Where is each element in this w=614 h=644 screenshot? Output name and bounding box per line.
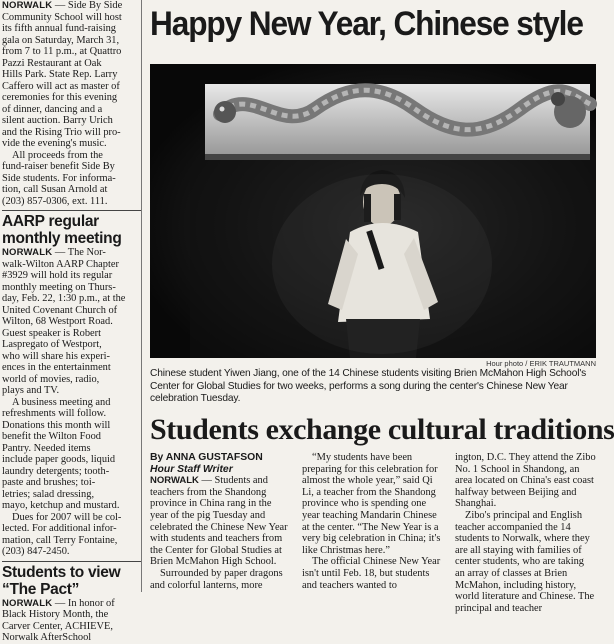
brief-text-line: Pantry. Needed items xyxy=(2,442,91,454)
brief-text-line: Side students. For informa- xyxy=(2,172,116,184)
brief-text-line: United Covenant Church of xyxy=(2,304,118,316)
dateline: NORWALK xyxy=(150,475,199,487)
brief-text-line: from 7 to 11 p.m., at Quattro xyxy=(2,46,122,57)
brief-text-line: Pazzi Restaurant at Oak xyxy=(2,57,102,69)
brief-text-line: laundry detergents; tooth- xyxy=(2,465,110,477)
brief-gala-body-2 xyxy=(2,150,141,208)
brief-text-line: Community School will host xyxy=(2,11,122,23)
brief-text-line: vide the evening's music. xyxy=(2,138,107,149)
brief-text-line: mation, call Terry Fontaine, xyxy=(2,534,118,546)
story-column-3 xyxy=(455,452,596,614)
brief-headline-line-2: “The Pact” xyxy=(2,580,80,598)
story-text: — Students and teachers from the Shandong province in China rang in the year of the pig Tuesday and celebrated the Chinese New Year with students and teachers from the Center for Global Studies at Brien McMahon High School. xyxy=(150,475,288,568)
brief-text-line: monthly meeting on Thurs- xyxy=(2,281,116,293)
brief-pact xyxy=(2,564,141,644)
brief-gala-body xyxy=(2,12,141,150)
brief-text-line: silent auction. Barry Urich xyxy=(2,115,113,126)
brief-text-line: — In honor of xyxy=(54,597,115,609)
brief-text-line: Carver Center, ACHIEVE, xyxy=(2,620,113,632)
brief-headline-line-2: monthly meeting xyxy=(2,230,122,247)
brief-text-line: refreshments will follow. xyxy=(2,408,107,419)
brief-text-line: its fifth annual fund-raising xyxy=(2,23,116,34)
brief-text-line: gala on Saturday, March 31, xyxy=(2,34,120,46)
briefs-column xyxy=(2,0,141,643)
brief-text-line: (203) 847-2450. xyxy=(2,546,70,557)
column-rule xyxy=(141,0,142,592)
brief-text-line: Donations this month will xyxy=(2,419,111,431)
brief-text-line: ences in the entertainment xyxy=(2,362,111,373)
brief-text-line: include paper goods, liquid xyxy=(2,454,116,465)
brief-text-line: and the Rising Trio will pro- xyxy=(2,126,121,138)
brief-aarp-first-line xyxy=(2,247,141,259)
brief-text-line: of dinner, dancing and a xyxy=(2,103,103,115)
brief-text-line: Black History Month, the xyxy=(2,609,109,620)
brief-headline xyxy=(2,213,141,247)
brief-aarp-body-3 xyxy=(2,512,141,558)
brief-text-line: tion, call Susan Arnold at xyxy=(2,184,108,195)
brief-text-line: walk-Wilton AARP Chapter xyxy=(2,258,119,270)
dateline: NORWALK xyxy=(2,597,53,609)
brief-text-line: Laspregato of Westport, xyxy=(2,339,102,350)
brief-divider xyxy=(2,210,141,211)
brief-text-line: Hills Park. State Rep. Larry xyxy=(2,69,118,80)
story-paragraph: The official Chinese New Year isn't until Feb. 18, but students and teachers wanted to xyxy=(302,556,441,591)
brief-text-line: lected. For additional infor- xyxy=(2,523,117,534)
brief-text-line: plays and TV. xyxy=(2,385,60,396)
story-paragraph: Zibo's principal and English teacher accompanied the 14 students to Norwalk, where they are all staying with families of center students, who are taking an array of classes at Brien McMahon, including history, world literature and Chinese. The principal and teacher xyxy=(455,509,595,614)
brief-aarp-body-2 xyxy=(2,397,141,512)
brief-text-line: — Side By Side xyxy=(54,0,123,11)
main-headline: Happy New Year, Chinese style xyxy=(150,5,583,43)
brief-text-line: — The Nor- xyxy=(54,247,106,258)
brief-text-line: (203) 857-0306, ext. 111. xyxy=(2,195,108,207)
brief-text-line: Guest speaker is Robert xyxy=(2,327,101,339)
story-paragraph: “My students have been preparing for this celebration for almost the whole year,” said Qi Li, a teacher from the Shandong province who is spending one year teaching Mandarin Chinese at the center. “The New Year is a very big celebration in China; it's like Christmas here.” xyxy=(302,452,441,556)
brief-gala-first-line xyxy=(2,0,141,12)
story-column-1 xyxy=(150,452,291,592)
brief-text-line: ceremonies for this evening xyxy=(2,92,118,103)
brief-text-line: who will share his experi- xyxy=(2,350,110,362)
photo-caption: Chinese student Yiwen Jiang, one of the 14 Chinese students visiting Brien McMahon High School's Center for Global Studies for two weeks, performs a song during the center's Chinese New Year celebration Tuesday. xyxy=(150,368,587,404)
dateline: NORWALK xyxy=(2,0,53,11)
brief-text-line: Norwalk AfterSchool xyxy=(2,632,92,643)
performance-photo xyxy=(150,64,596,358)
story-headline: Students exchange cultural traditions xyxy=(150,413,614,446)
brief-headline-line-1: AARP regular xyxy=(2,213,99,230)
brief-text-line: paste and brushes; toi- xyxy=(2,477,96,488)
brief-text-line: letries; salad dressing, xyxy=(2,488,95,500)
byline: By ANNA GUSTAFSON xyxy=(150,452,263,463)
brief-aarp xyxy=(2,213,141,558)
brief-pact-body xyxy=(2,609,141,644)
story-column-2 xyxy=(302,452,443,592)
dateline: NORWALK xyxy=(2,247,53,258)
brief-text-line: fund-raiser benefit Side By xyxy=(2,161,115,172)
brief-pact-first-line xyxy=(2,598,141,610)
photo-credit: Hour photo / ERIK TRAUTMANN xyxy=(486,359,596,368)
brief-aarp-body xyxy=(2,259,141,397)
brief-text-line: #3929 will hold its regular xyxy=(2,270,113,281)
photo-illustration xyxy=(150,64,596,358)
byline-title: Hour Staff Writer xyxy=(150,463,233,475)
brief-text-line: Wilton, 68 Westport Road. xyxy=(2,316,113,327)
brief-text-line: All proceeds from the xyxy=(12,149,103,161)
story-paragraph: ington, D.C. They attend the Zibo No. 1 School in Shandong, an area located on China's east coast halfway between Beijing and Shanghai. xyxy=(455,452,596,510)
brief-text-line: mayo, ketchup and mustard. xyxy=(2,500,120,511)
brief-text-line: world of movies, radio, xyxy=(2,373,100,385)
brief-text-line: Dues for 2007 will be col- xyxy=(12,511,122,523)
brief-divider xyxy=(2,561,141,562)
brief-text-line: benefit the Wilton Food xyxy=(2,431,101,442)
brief-text-line: Caffero will act as master of xyxy=(2,80,120,92)
brief-headline xyxy=(2,564,141,598)
story-paragraph: Surrounded by paper dragons and colorful lanterns, more xyxy=(150,567,283,591)
brief-text-line: A business meeting and xyxy=(12,396,111,408)
brief-text-line: day, Feb. 22, 1:30 p.m., at the xyxy=(2,293,126,304)
brief-headline-line-1: Students to view xyxy=(2,563,121,581)
story-paragraph xyxy=(150,475,291,568)
brief-gala xyxy=(2,0,141,207)
